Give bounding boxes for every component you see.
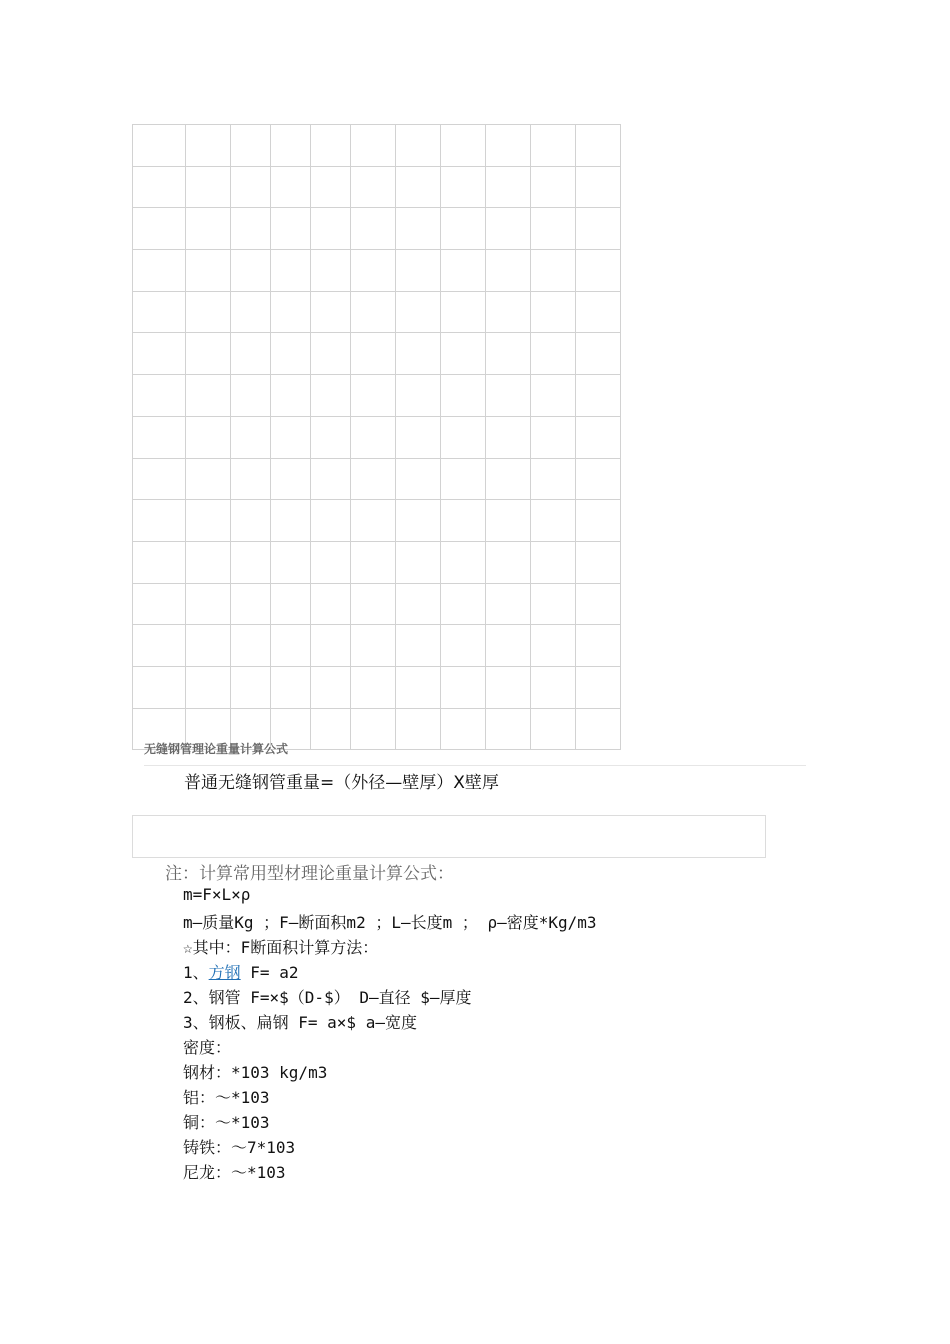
grid-cell <box>576 125 621 167</box>
grid-cell <box>486 166 531 208</box>
grid-cell <box>441 208 486 250</box>
grid-cell <box>311 666 351 708</box>
grid-cell <box>396 625 441 667</box>
grid-cell <box>186 458 231 500</box>
grid-cell <box>231 250 271 292</box>
grid-cell <box>351 458 396 500</box>
density-cast-iron: 铸铁：～7*103 <box>183 1138 296 1157</box>
grid-row <box>133 166 621 208</box>
grid-cell <box>576 250 621 292</box>
grid-row <box>133 125 621 167</box>
grid-cell <box>486 333 531 375</box>
grid-cell <box>576 208 621 250</box>
grid-cell <box>576 500 621 542</box>
grid-cell <box>441 166 486 208</box>
grid-cell <box>271 625 311 667</box>
grid-cell <box>441 708 486 750</box>
grid-cell <box>531 291 576 333</box>
grid-cell <box>311 541 351 583</box>
grid-cell <box>351 375 396 417</box>
grid-cell <box>186 125 231 167</box>
title-divider <box>144 765 806 766</box>
grid-cell <box>351 291 396 333</box>
grid-cell <box>351 166 396 208</box>
grid-cell <box>441 500 486 542</box>
grid-cell <box>133 166 186 208</box>
grid-cell <box>576 708 621 750</box>
grid-cell <box>576 375 621 417</box>
grid-row <box>133 458 621 500</box>
grid-cell <box>396 166 441 208</box>
grid-cell <box>133 250 186 292</box>
grid-cell <box>186 500 231 542</box>
grid-cell <box>441 541 486 583</box>
grid-cell <box>311 583 351 625</box>
grid-cell <box>311 333 351 375</box>
grid-cell <box>231 166 271 208</box>
density-heading: 密度： <box>183 1038 232 1057</box>
grid-cell <box>351 208 396 250</box>
seamless-pipe-formula: 普通无缝钢管重量=（外径—壁厚）X壁厚 <box>184 773 499 793</box>
grid-cell <box>186 541 231 583</box>
grid-cell <box>231 125 271 167</box>
grid-cell <box>441 458 486 500</box>
grid-cell <box>531 250 576 292</box>
grid-cell <box>271 166 311 208</box>
grid-cell <box>186 208 231 250</box>
grid-cell <box>531 541 576 583</box>
grid-cell <box>351 666 396 708</box>
grid-cell <box>311 125 351 167</box>
grid-cell <box>396 333 441 375</box>
grid-cell <box>271 291 311 333</box>
grid-cell <box>396 375 441 417</box>
grid-cell <box>441 666 486 708</box>
grid-cell <box>576 166 621 208</box>
grid-cell <box>133 333 186 375</box>
grid-cell <box>231 625 271 667</box>
square-steel-item <box>183 960 298 983</box>
grid-cell <box>531 583 576 625</box>
grid-cell <box>311 416 351 458</box>
grid-cell <box>133 625 186 667</box>
grid-cell <box>271 333 311 375</box>
grid-cell <box>576 458 621 500</box>
grid-cell <box>576 333 621 375</box>
grid-cell <box>531 375 576 417</box>
grid-cell <box>186 291 231 333</box>
grid-row <box>133 291 621 333</box>
grid-cell <box>311 458 351 500</box>
grid-cell <box>576 416 621 458</box>
grid-cell <box>186 583 231 625</box>
grid-cell <box>486 625 531 667</box>
grid-cell <box>133 416 186 458</box>
grid-cell <box>351 500 396 542</box>
grid-cell <box>486 291 531 333</box>
grid-cell <box>186 250 231 292</box>
grid-cell <box>531 458 576 500</box>
grid-cell <box>396 541 441 583</box>
grid-cell <box>351 250 396 292</box>
grid-cell <box>486 583 531 625</box>
grid-cell <box>441 416 486 458</box>
grid-cell <box>231 541 271 583</box>
grid-cell <box>576 583 621 625</box>
grid-cell <box>441 291 486 333</box>
grid-cell <box>486 541 531 583</box>
grid-row <box>133 375 621 417</box>
grid-cell <box>133 125 186 167</box>
grid-row <box>133 208 621 250</box>
grid-cell <box>486 458 531 500</box>
grid-cell <box>271 416 311 458</box>
grid-cell <box>231 333 271 375</box>
grid-cell <box>396 583 441 625</box>
grid-cell <box>486 375 531 417</box>
blank-grid-table <box>132 124 621 750</box>
grid-cell <box>441 333 486 375</box>
grid-cell <box>351 333 396 375</box>
grid-cell <box>231 291 271 333</box>
item1-prefix: 1、 <box>183 963 209 982</box>
grid-cell <box>271 541 311 583</box>
density-copper: 铜：～*103 <box>183 1113 270 1132</box>
grid-cell <box>351 541 396 583</box>
grid-cell <box>531 333 576 375</box>
grid-cell <box>133 458 186 500</box>
grid-cell <box>396 125 441 167</box>
area-method-heading: ☆其中：F断面积计算方法： <box>183 938 379 957</box>
variable-definitions: m—质量Kg ；F—断面积m2 ；L—长度m ； ρ—密度*Kg/m3 <box>183 913 597 932</box>
grid-cell <box>133 583 186 625</box>
grid-cell <box>441 625 486 667</box>
grid-cell <box>531 500 576 542</box>
grid-cell <box>311 625 351 667</box>
grid-cell <box>396 291 441 333</box>
grid-cell <box>133 291 186 333</box>
grid-cell <box>486 208 531 250</box>
grid-cell <box>396 666 441 708</box>
grid-cell <box>351 625 396 667</box>
grid-cell <box>441 583 486 625</box>
grid-cell <box>311 291 351 333</box>
grid-cell <box>133 541 186 583</box>
grid-cell <box>351 125 396 167</box>
grid-cell <box>531 625 576 667</box>
grid-cell <box>486 666 531 708</box>
grid-cell <box>231 208 271 250</box>
grid-cell <box>271 458 311 500</box>
grid-cell <box>486 416 531 458</box>
grid-cell <box>231 583 271 625</box>
grid-row <box>133 583 621 625</box>
grid-cell <box>351 416 396 458</box>
grid-cell <box>531 166 576 208</box>
grid-cell <box>576 541 621 583</box>
grid-cell <box>441 250 486 292</box>
grid-cell <box>311 708 351 750</box>
density-aluminum: 铝：～*103 <box>183 1088 270 1107</box>
grid-cell <box>531 666 576 708</box>
grid-cell <box>311 500 351 542</box>
grid-cell <box>231 375 271 417</box>
grid-cell <box>441 375 486 417</box>
empty-box <box>132 815 766 858</box>
grid-cell <box>231 458 271 500</box>
grid-cell <box>311 208 351 250</box>
grid-cell <box>133 666 186 708</box>
grid-cell <box>271 583 311 625</box>
grid-row <box>133 541 621 583</box>
grid-cell <box>576 666 621 708</box>
grid-cell <box>311 250 351 292</box>
grid-row <box>133 666 621 708</box>
grid-cell <box>531 708 576 750</box>
grid-cell <box>396 458 441 500</box>
grid-cell <box>486 708 531 750</box>
grid-cell <box>271 375 311 417</box>
grid-cell <box>486 125 531 167</box>
grid-cell <box>271 125 311 167</box>
grid-row <box>133 625 621 667</box>
grid-cell <box>133 375 186 417</box>
density-nylon: 尼龙：～*103 <box>183 1163 286 1182</box>
note-title: 注：计算常用型材理论重量计算公式： <box>165 864 454 884</box>
grid-cell <box>531 416 576 458</box>
grid-row <box>133 500 621 542</box>
grid-cell <box>396 416 441 458</box>
grid-row <box>133 333 621 375</box>
density-steel: 钢材：*103 kg/m3 <box>183 1063 328 1082</box>
grid-cell <box>486 500 531 542</box>
grid-cell <box>531 208 576 250</box>
grid-cell <box>311 375 351 417</box>
grid-cell <box>133 208 186 250</box>
grid-cell <box>186 416 231 458</box>
grid-cell <box>576 625 621 667</box>
grid-cell <box>186 625 231 667</box>
grid-cell <box>531 125 576 167</box>
grid-cell <box>186 375 231 417</box>
grid-cell <box>396 500 441 542</box>
grid-cell <box>351 708 396 750</box>
grid-cell <box>271 500 311 542</box>
grid-cell <box>231 666 271 708</box>
grid-row <box>133 250 621 292</box>
grid-cell <box>271 208 311 250</box>
grid-cell <box>186 166 231 208</box>
item1-rest: F= a2 <box>240 963 299 982</box>
steel-plate-item: 3、钢板、扁钢 F= a×$ a—宽度 <box>183 1013 417 1032</box>
grid-cell <box>133 500 186 542</box>
mass-formula: m=F×L×ρ <box>183 885 251 904</box>
grid-row <box>133 416 621 458</box>
square-steel-link[interactable]: 方钢 <box>208 963 241 982</box>
grid-cell <box>186 666 231 708</box>
section-title: 无缝钢管理论重量计算公式 <box>144 742 289 756</box>
grid-cell <box>271 666 311 708</box>
grid-cell <box>576 291 621 333</box>
grid-cell <box>396 250 441 292</box>
grid-cell <box>396 708 441 750</box>
grid-cell <box>351 583 396 625</box>
grid-cell <box>441 125 486 167</box>
grid-cell <box>231 500 271 542</box>
grid-cell <box>486 250 531 292</box>
grid-cell <box>311 166 351 208</box>
grid-cell <box>396 208 441 250</box>
steel-pipe-item: 2、钢管 F=×$（D-$） D—直径 $—厚度 <box>183 988 472 1007</box>
grid-cell <box>186 333 231 375</box>
grid-cell <box>231 416 271 458</box>
grid-cell <box>271 250 311 292</box>
